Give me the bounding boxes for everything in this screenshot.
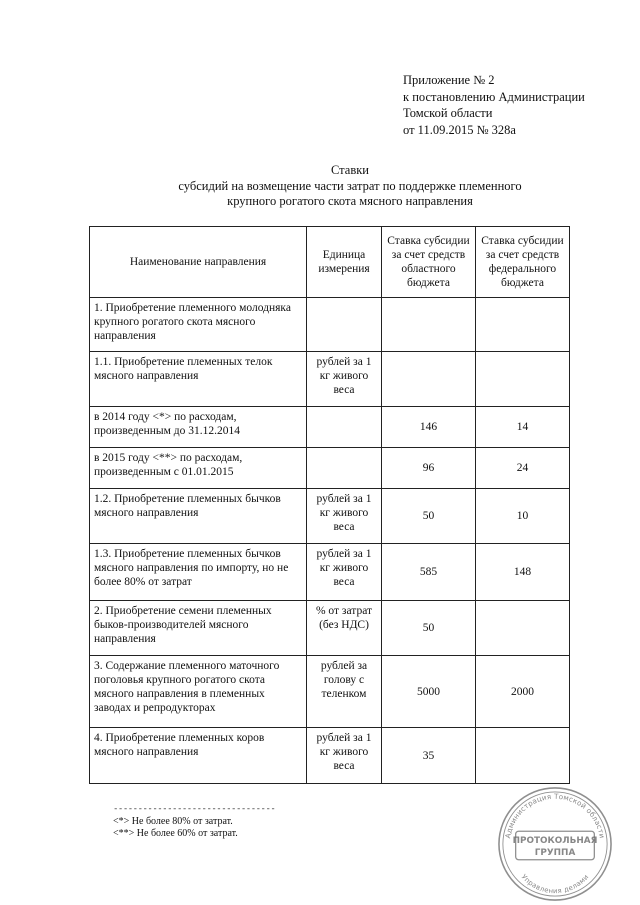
row-federal: 2000	[476, 656, 570, 728]
header-unit: Единица измерения	[307, 227, 382, 298]
row-federal: 10	[476, 489, 570, 544]
appendix-number: Приложение № 2	[403, 73, 495, 87]
header-name: Наименование направления	[90, 227, 307, 298]
footnotes	[113, 803, 275, 841]
stamp-inner-line-2: ГРУППА	[534, 847, 576, 858]
row-federal	[476, 298, 570, 352]
row-name: 4. Приобретение племенных коров мясного направления	[90, 728, 307, 784]
row-name: 2. Приобретение семени племенных быков-производителей мясного направления	[90, 601, 307, 656]
table-row	[90, 656, 570, 728]
row-federal	[476, 601, 570, 656]
row-unit: рублей за голову с теленком	[307, 656, 382, 728]
row-federal	[476, 728, 570, 784]
row-unit	[307, 298, 382, 352]
header-regional: Ставка субсидии за счет средств областного бюджета	[382, 227, 476, 298]
table-row	[90, 448, 570, 489]
table-row	[90, 544, 570, 601]
table-row	[90, 601, 570, 656]
row-regional: 35	[382, 728, 476, 784]
footnote-1: <*> Не более 80% от затрат.	[113, 815, 233, 827]
stamp-outer-text: Администрация Томской области	[503, 791, 607, 839]
row-unit: рублей за 1 кг живого веса	[307, 544, 382, 601]
official-stamp	[496, 785, 614, 903]
table-row	[90, 352, 570, 407]
appendix-resolution-ref: к постановлению Администрации	[403, 89, 585, 104]
row-regional: 585	[382, 544, 476, 601]
row-regional: 50	[382, 601, 476, 656]
row-unit: % от затрат (без НДС)	[307, 601, 382, 656]
appendix-date-number: от 11.09.2015 № 328а	[403, 122, 516, 137]
table-row	[90, 728, 570, 784]
footnote-2: <**> Не более 60% от затрат.	[113, 828, 238, 839]
row-name: 1.3. Приобретение племенных бычков мясного направления по импорту, но не более 80% от затрат	[90, 544, 307, 601]
row-federal	[476, 352, 570, 407]
footnote-rule: ---------------------------------	[113, 804, 276, 814]
row-federal: 148	[476, 544, 570, 601]
row-regional: 50	[382, 489, 476, 544]
row-regional: 5000	[382, 656, 476, 728]
table-row	[90, 298, 570, 352]
row-name: 1.2. Приобретение племенных бычков мясного направления	[90, 489, 307, 544]
appendix-authority: Томской области	[403, 106, 493, 120]
stamp-bottom-text: Управления делами	[519, 872, 591, 896]
row-unit	[307, 448, 382, 489]
subsidy-rates-table	[89, 226, 570, 784]
row-name: 1. Приобретение племенного молодняка крупного рогатого скота мясного направления	[90, 298, 307, 352]
row-unit: рублей за 1 кг живого веса	[307, 728, 382, 784]
row-regional: 146	[382, 407, 476, 448]
row-name: в 2015 году <**> по расходам, произведенным с 01.01.2015	[90, 448, 307, 489]
row-federal: 14	[476, 407, 570, 448]
document-title	[90, 163, 610, 210]
row-regional: 96	[382, 448, 476, 489]
row-name: 3. Содержание племенного маточного поголовья крупного рогатого скота мясного направления в племенных заводах и репродукторах	[90, 656, 307, 728]
table-row	[90, 489, 570, 544]
row-unit: рублей за 1 кг живого веса	[307, 352, 382, 407]
stamp-inner-line-1: ПРОТОКОЛЬНАЯ	[512, 836, 598, 847]
row-name: в 2014 году <*> по расходам, произведенным до 31.12.2014	[90, 407, 307, 448]
row-regional	[382, 298, 476, 352]
appendix-header	[403, 72, 633, 138]
table-row	[90, 407, 570, 448]
row-unit: рублей за 1 кг живого веса	[307, 489, 382, 544]
row-name: 1.1. Приобретение племенных телок мясного направления	[90, 352, 307, 407]
title-line-3: крупного рогатого скота мясного направления	[227, 194, 473, 208]
row-federal: 24	[476, 448, 570, 489]
row-unit	[307, 407, 382, 448]
table-header-row	[90, 227, 570, 298]
title-line-1: Ставки	[330, 163, 369, 177]
header-federal: Ставка субсидии за счет средств федерального бюджета	[476, 227, 570, 298]
row-regional	[382, 352, 476, 407]
title-line-2: субсидий на возмещение части затрат по поддержке племенного	[178, 178, 522, 193]
